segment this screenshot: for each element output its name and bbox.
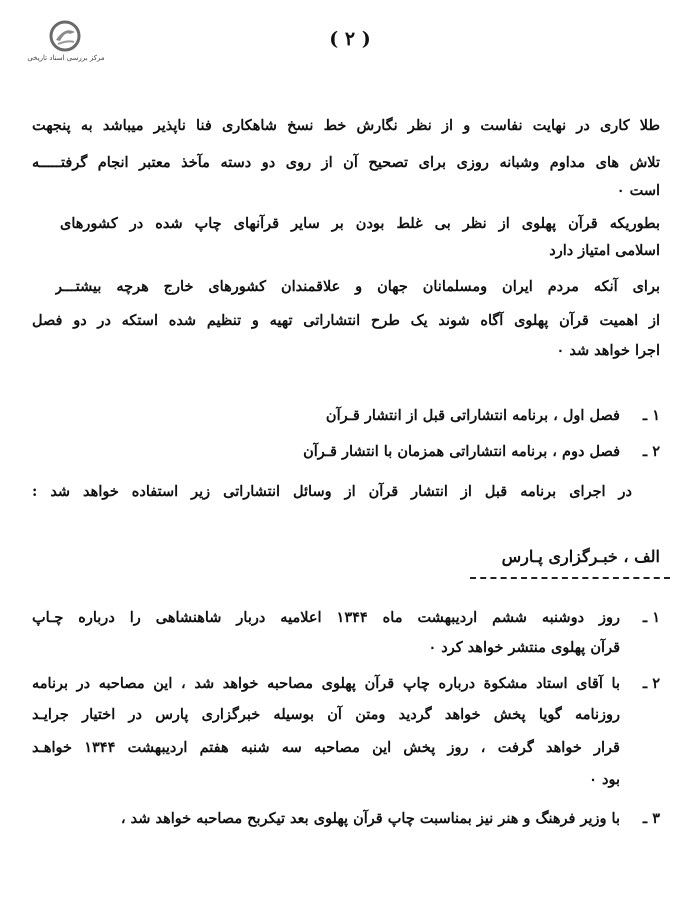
item-line: روز دوشنبه ششم اردیبهشت ماه ۱۳۴۴ اعلامیه دربار شاهنشاهی را درباره چـاپ: [32, 609, 620, 626]
logo-text: مرکز بررسی اسناد تاریخی: [27, 54, 105, 62]
item-line: بود ۰: [589, 771, 620, 788]
chapter-number: ۱ ـ: [642, 407, 660, 424]
item-line: روزنامه گویا پخش خواهد گردید ومتن آن بوسیله خبرگزاری پارس در اختیار جرایـد: [32, 706, 620, 723]
section-heading: الف ، خبـرگزاری پـارس: [501, 547, 660, 566]
item-line: با وزیر فرهنگ و هنر نیز بمناسبت چاپ قرآن پهلوی بعد تیکربح مصاحبه خواهد شد ،: [120, 810, 620, 827]
chapter-item: [303, 441, 660, 465]
chapter-item: [326, 405, 660, 429]
item-line: قرار خواهد گرفت ، روز پخش این مصاحبه سه شنبه هفتم اردیبهشت ۱۳۴۴ خواهـد: [32, 739, 620, 756]
item-number: ۱ ـ: [642, 609, 660, 626]
paragraph-line: برای آنکه مردم ایران ومسلمانان جهان و علاقمندان کشورهای خارج هرچه بیشتـــر: [55, 278, 660, 295]
chapter-text: فصل دوم ، برنامه انتشاراتی همزمان با انتشار قـرآن: [303, 443, 620, 460]
paragraph-line: طلا کاری در نهایت نفاست و از نظر نگارش خط نسخ شاهکاری فنا ناپذیر میباشد به پنجهت: [32, 117, 660, 134]
chapter-text: فصل اول ، برنامه انتشاراتی قبل از انتشار قـرآن: [325, 407, 620, 424]
paragraph-line: اسلامی امتیاز دارد: [549, 242, 660, 259]
item-line: با آقای استاد مشکوة درباره چاپ قرآن پهلوی مصاحبه خواهد شد ، این مصاحبه در برنامه: [32, 675, 620, 692]
page-number: ( ۲ ): [329, 28, 371, 50]
item-number: ۳ ـ: [642, 810, 660, 827]
intro-line: در اجرای برنامه قبل از انتشار قرآن از وسائل انتشاراتی زیر استفاده خواهد شد :: [32, 483, 632, 500]
heading-underline: [470, 577, 670, 583]
item-number: ۲ ـ: [642, 675, 660, 692]
paragraph-line: اجرا خواهد شد ۰: [556, 342, 660, 359]
paragraph-line: است ۰: [616, 182, 660, 199]
paragraph-line: تلاش های مداوم وشبانه روزی برای تصحیح آن از روی دو دسته مآخذ معتبر انجام گرفتـــــه: [32, 154, 660, 171]
paragraph-line: بطوریکه قرآن پهلوی از نظر بی غلط بودن بر سایر قرآنهای چاپ شده در کشورهای: [60, 215, 660, 232]
item-line: قرآن پهلوی منتشر خواهد کرد ۰: [428, 639, 620, 656]
paragraph-line: از اهمیت قرآن پهلوی آگاه شوند یک طرح انتشاراتی تهیه و تنظیم شده استکه در دو فصل: [32, 312, 660, 329]
chapter-number: ۲ ـ: [642, 443, 660, 460]
